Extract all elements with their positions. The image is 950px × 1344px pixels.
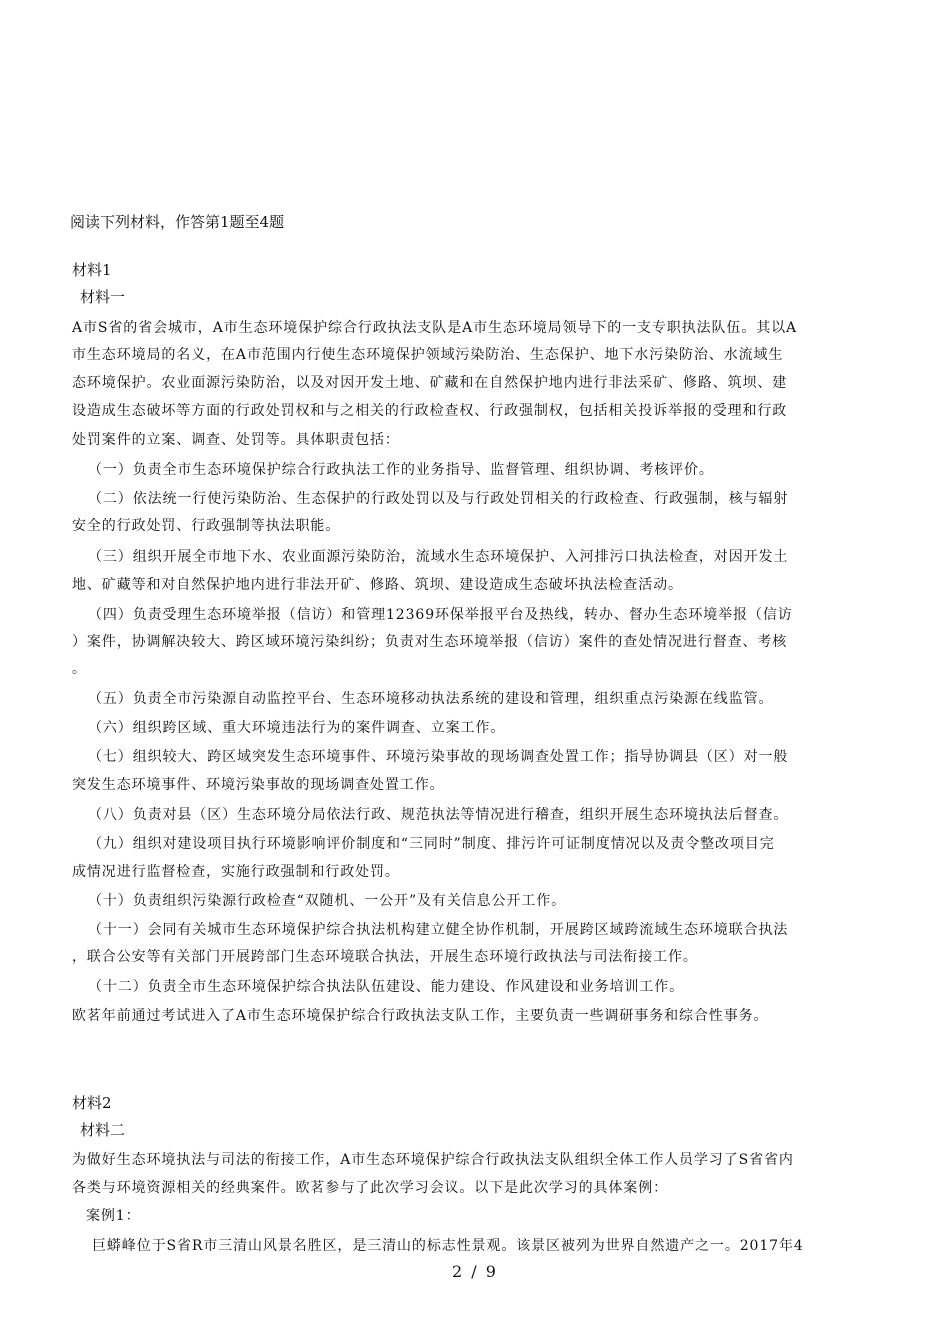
duty-item: （三）组织开展全市地下水、农业面源污染防治，流域水生态环境保护、入河排污口执法检查，对因开发土 — [88, 549, 789, 565]
material-2-line: 为做好生态环境执法与司法的衔接工作，A市生态环境保护综合行政执法支队组织全体工作人员学习了S省省内 — [72, 1152, 794, 1168]
duty-item: （十一）会同有关城市生态环境保护综合执法机构建立健全协作机制，开展跨区域跨流域生态环境联合执法 — [88, 922, 789, 938]
duty-item: （四）负责受理生态环境举报（信访）和管理12369环保举报平台及热线，转办、督办生态环境举报（信访 — [88, 607, 793, 623]
duty-item: （一）负责全市生态环境保护综合行政执法工作的业务指导、监督管理、组织协调、考核评价。 — [88, 462, 714, 478]
reading-instruction: 阅读下列材料，作答第1题至4题 — [70, 213, 285, 231]
page-number: 2 / 9 — [452, 1262, 498, 1281]
duty-item-continuation: 突发生态环境事件、环境污染事故的现场调查处置工作。 — [72, 777, 445, 793]
duty-item-continuation: 地、矿藏等和对自然保护地内进行非法开矿、修路、筑坝、建设造成生态破坏执法检查活动。 — [72, 577, 683, 593]
duty-item-continuation: ，联合公安等有关部门开展跨部门生态环境联合执法，开展生态环境行政执法与司法衔接工作。 — [72, 949, 698, 965]
material-1-line: 处罚案件的立案、调查、处罚等。具体职责包括： — [72, 432, 400, 448]
duty-item: （十）负责组织污染源行政检查“双随机、一公开”及有关信息公开工作。 — [88, 893, 567, 909]
duty-item: （五）负责全市污染源自动监控平台、生态环境移动执法系统的建设和管理，组织重点污染源在线监管。 — [88, 691, 774, 707]
duty-item-continuation: ）案件，协调解决较大、跨区域环境污染纠纷；负责对生态环境举报（信访）案件的查处情况进行督查、考核 — [72, 634, 788, 650]
material-2-subtitle: 材料二 — [80, 1121, 126, 1139]
material-1-line: 市生态环境局的名义，在A市范围内行使生态环境保护领域污染防治、生态保护、地下水污染防治、水流域生 — [72, 347, 784, 363]
duty-item: （八）负责对县（区）生态环境分局依法行政、规范执法等情况进行稽查，组织开展生态环境执法后督查。 — [88, 807, 789, 823]
duty-item: （二）依法统一行使污染防治、生态保护的行政处罚以及与行政处罚相关的行政检查、行政强制，核与辐射 — [88, 491, 789, 507]
material-2-line: 各类与环境资源相关的经典案件。欧茗参与了此次学习会议。以下是此次学习的具体案例： — [72, 1180, 668, 1196]
material-1-subtitle: 材料一 — [80, 288, 126, 306]
material-1-line: 设造成生态破坏等方面的行政处罚权和与之相关的行政检查权、行政强制权，包括相关投诉举报的受理和行政 — [72, 403, 788, 419]
material-1-closing: 欧茗年前通过考试进入了A市生态环境保护综合行政执法支队工作，主要负责一些调研事务和综合性事务。 — [72, 1008, 769, 1024]
duty-item-continuation: 成情况进行监督检查，实施行政强制和行政处罚。 — [72, 864, 400, 880]
duty-item: （七）组织较大、跨区域突发生态环境事件、环境污染事故的现场调查处置工作；指导协调县（区）对一般 — [88, 749, 789, 765]
case-label: 案例1： — [86, 1208, 141, 1224]
duty-item-continuation: 。 — [72, 661, 87, 677]
duty-item-continuation: 安全的行政处罚、行政强制等执法职能。 — [72, 518, 341, 534]
duty-item: （十二）负责全市生态环境保护综合执法队伍建设、能力建设、作风建设和业务培训工作。 — [88, 979, 684, 995]
duty-item: （六）组织跨区域、重大环境违法行为的案件调查、立案工作。 — [88, 720, 506, 736]
duty-item: （九）组织对建设项目执行环境影响评价制度和“三同时”制度、排污许可证制度情况以及责令整改项目完 — [88, 836, 775, 852]
material-1-label: 材料1 — [72, 261, 112, 279]
material-2-label: 材料2 — [72, 1094, 112, 1112]
material-1-line: 态环境保护。农业面源污染防治，以及对因开发土地、矿藏和在自然保护地内进行非法采矿、修路、筑坝、建 — [72, 375, 788, 391]
material-1-line: A市S省的省会城市，A市生态环境保护综合行政执法支队是A市生态环境局领导下的一支专职执法队伍。其以A — [72, 320, 798, 336]
case-text: 巨蟒峰位于S省R市三清山风景名胜区，是三清山的标志性景观。该景区被列为世界自然遗产之一。2017年4 — [92, 1238, 804, 1254]
